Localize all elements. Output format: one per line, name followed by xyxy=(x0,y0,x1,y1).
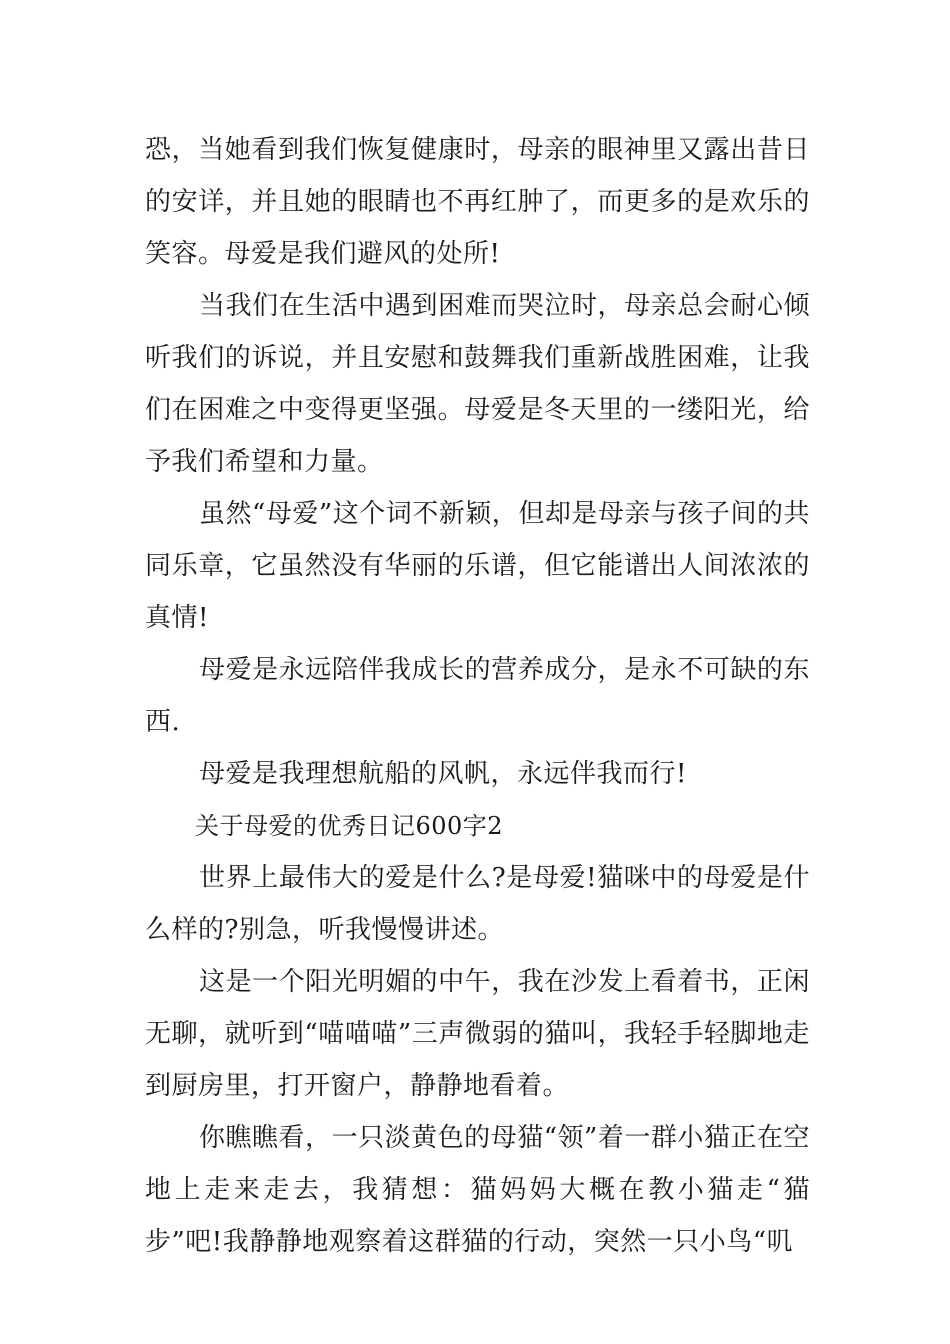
paragraph: 虽然“母爱”这个词不新颖，但却是母亲与孩子间的共同乐章，它虽然没有华丽的乐谱，但它能谱出人间浓浓的真情! xyxy=(145,499,810,633)
document-page xyxy=(145,124,810,1268)
paragraph-continuation: 恐，当她看到我们恢复健康时，母亲的眼神里又露出昔日的安详，并且她的眼睛也不再红肿了，而更多的是欢乐的笑容。母爱是我们避风的处所! xyxy=(145,135,810,269)
paragraph: 你瞧瞧看，一只淡黄色的母猫“领”着一群小猫正在空地上走来走去，我猜想：猫妈妈大概在教小猫走“猫步”吧!我静静地观察着这群猫的行动，突然一只小鸟“叽 xyxy=(145,1123,810,1257)
paragraph: 母爱是永远陪伴我成长的营养成分，是永不可缺的东西. xyxy=(145,655,810,737)
paragraph: 世界上最伟大的爱是什么?是母爱!猫咪中的母爱是什么样的?别急，听我慢慢讲述。 xyxy=(145,863,810,945)
paragraph: 母爱是我理想航船的风帆，永远伴我而行! xyxy=(199,759,687,789)
paragraph: 这是一个阳光明媚的中午，我在沙发上看着书，正闲无聊，就听到“喵喵喵”三声微弱的猫叫，我轻手轻脚地走到厨房里，打开窗户，静静地看着。 xyxy=(145,967,810,1101)
section-heading: 关于母爱的优秀日记600字2 xyxy=(195,812,504,840)
paragraph: 当我们在生活中遇到困难而哭泣时，母亲总会耐心倾听我们的诉说，并且安慰和鼓舞我们重新战胜困难，让我们在困难之中变得更坚强。母爱是冬天里的一缕阳光，给予我们希望和力量。 xyxy=(145,291,810,477)
